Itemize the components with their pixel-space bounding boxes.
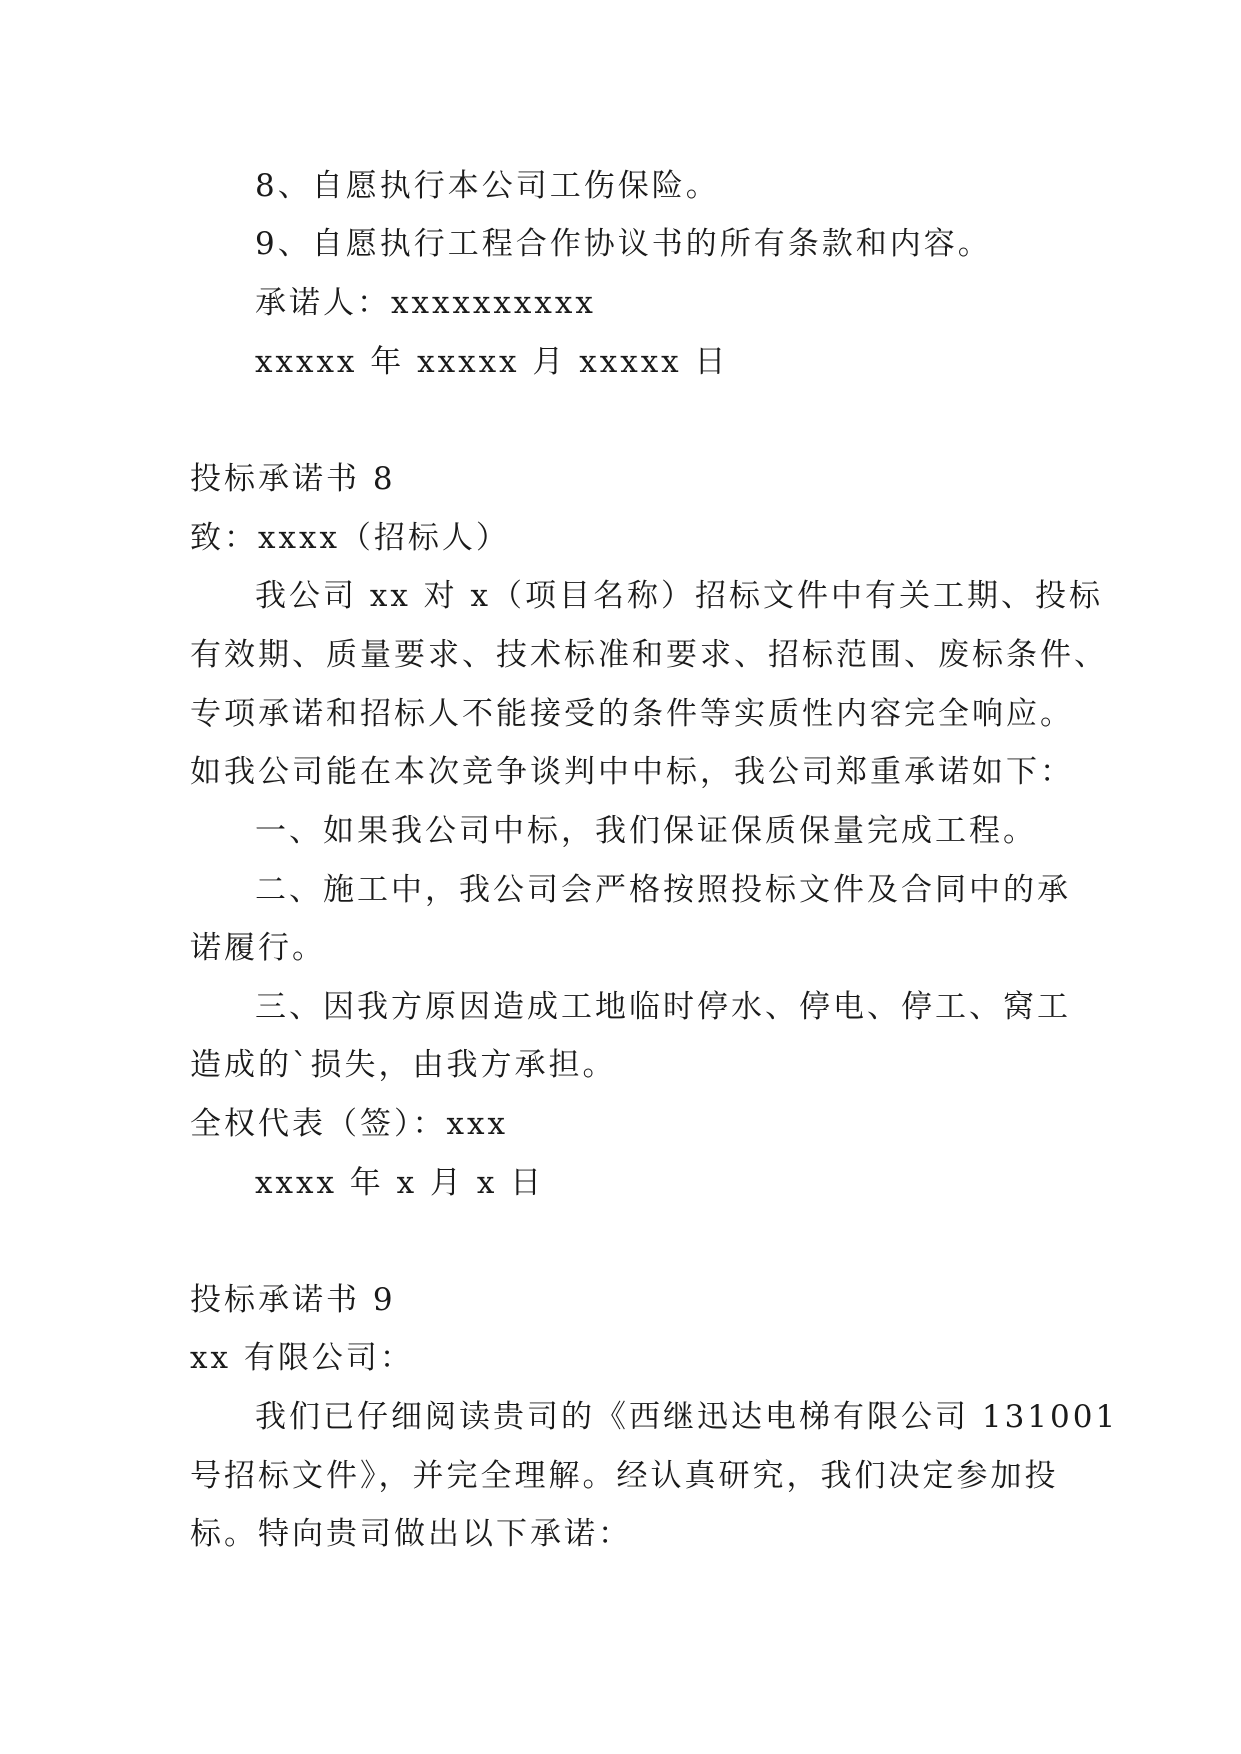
section-8-point-1: 一、如果我公司中标，我们保证保质保量完成工程。 (255, 813, 1037, 849)
section-9-para-line-2: 号招标文件》，并完全理解。经认真研究，我们决定参加投 (190, 1458, 1059, 1494)
section-8-para-line-4: 如我公司能在本次竞争谈判中中标，我公司郑重承诺如下： (190, 754, 1074, 790)
section-9-para-line-1: 我们已仔细阅读贵司的《西继迅达电梯有限公司 131001 (255, 1399, 1119, 1435)
signer-line: 承诺人：xxxxxxxxxx (255, 285, 596, 321)
section-8-para-line-2: 有效期、质量要求、技术标准和要求、招标范围、废标条件、 (190, 637, 1108, 673)
section-8-addressee: 致：xxxx（招标人） (190, 520, 510, 556)
section-8-point-3-line-1: 三、因我方原因造成工地临时停水、停电、停工、窝工 (255, 989, 1071, 1025)
item-9: 9、自愿执行工程合作协议书的所有条款和内容。 (255, 226, 992, 262)
section-8-title: 投标承诺书 8 (190, 461, 396, 497)
section-9-para-line-3: 标。特向贵司做出以下承诺： (190, 1516, 632, 1552)
section-8-date: xxxx 年 x 月 x 日 (255, 1165, 545, 1201)
section-8-representative: 全权代表（签）：xxx (190, 1106, 508, 1142)
section-9-title: 投标承诺书 9 (190, 1282, 396, 1318)
section-8-para-line-1: 我公司 xx 对 x（项目名称）招标文件中有关工期、投标 (255, 578, 1104, 614)
section-9-addressee: xx 有限公司： (190, 1340, 414, 1376)
section-8-point-3-line-2: 造成的`损失，由我方承担。 (190, 1047, 617, 1083)
section-8-point-2-line-1: 二、施工中，我公司会严格按照投标文件及合同中的承 (255, 872, 1071, 908)
item-8: 8、自愿执行本公司工伤保险。 (255, 168, 720, 204)
section-8-point-2-line-2: 诺履行。 (190, 930, 326, 966)
date-line: xxxxx 年 xxxxx 月 xxxxx 日 (255, 344, 729, 380)
section-8-para-line-3: 专项承诺和招标人不能接受的条件等实质性内容完全响应。 (190, 696, 1074, 732)
